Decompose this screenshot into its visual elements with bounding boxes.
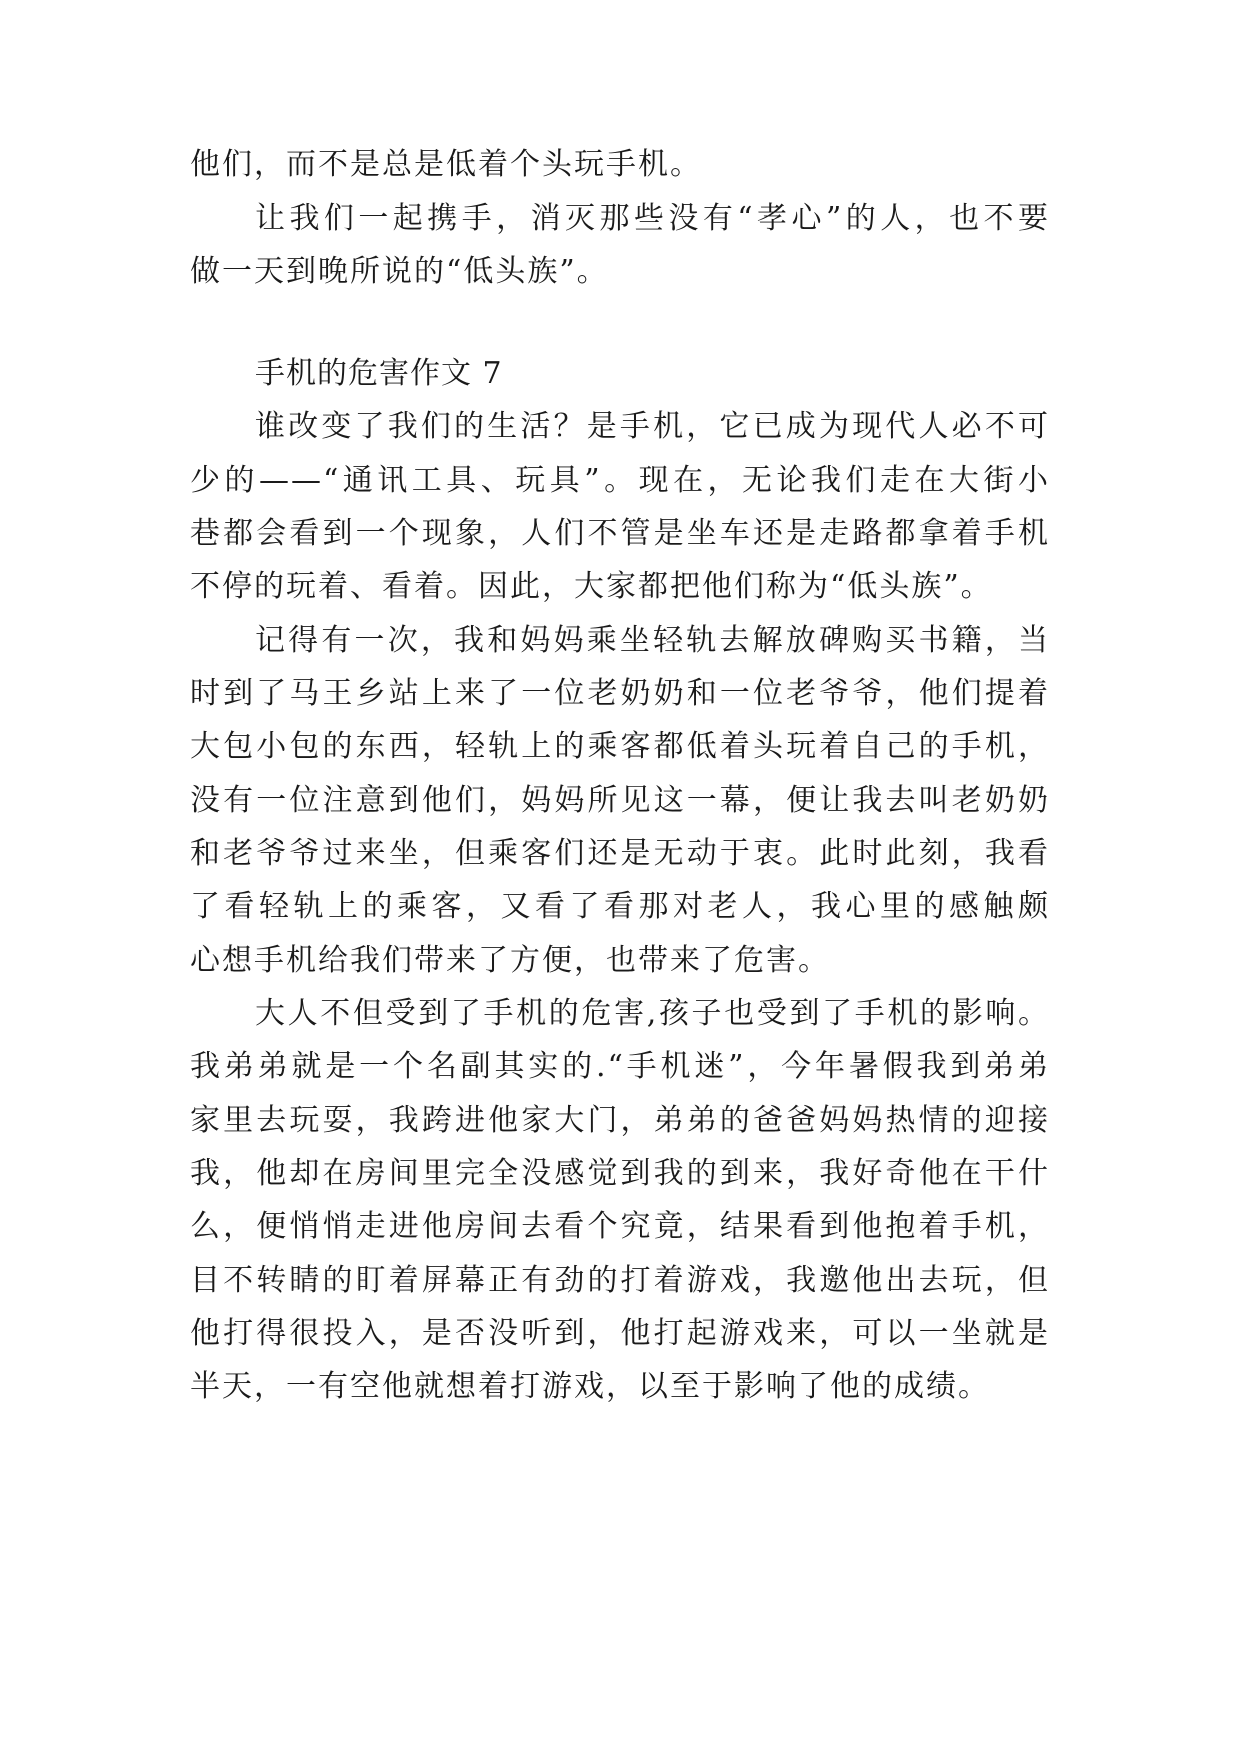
text-line: 少的——“通讯工具、玩具”。现在，无论我们走在大街小 <box>190 463 1050 498</box>
text-line: 目不转睛的盯着屏幕正有劲的打着游戏，我邀他出去玩，但 <box>190 1263 1050 1298</box>
text-line: 了看轻轨上的乘客，又看了看那对老人，我心里的感触颇 <box>190 889 1050 924</box>
text-line: 他打得很投入，是否没听到，他打起游戏来，可以一坐就是 <box>190 1316 1050 1351</box>
text-line: 做一天到晚所说的“低头族”。 <box>190 254 609 289</box>
text-line: 我，他却在房间里完全没感觉到我的到来，我好奇他在干什 <box>190 1156 1050 1191</box>
paragraph-first-line: 记得有一次，我和妈妈乘坐轻轨去解放碑购买书籍，当 <box>255 623 1050 658</box>
section-heading: 手机的危害作文 7 <box>255 356 503 391</box>
text-line: 大包小包的东西，轻轨上的乘客都低着头玩着自己的手机， <box>190 729 1050 764</box>
text-line: 么，便悄悄走进他房间去看个究竟，结果看到他抱着手机， <box>190 1209 1050 1244</box>
text-line: 半天，一有空他就想着打游戏，以至于影响了他的成绩。 <box>190 1369 990 1404</box>
paragraph-first-line: 谁改变了我们的生活？是手机，它已成为现代人必不可 <box>255 409 1050 444</box>
text-line: 时到了马王乡站上来了一位老奶奶和一位老爷爷，他们提着 <box>190 676 1050 711</box>
paragraph-first-line: 大人不但受到了手机的危害,孩子也受到了手机的影响。 <box>255 996 1050 1031</box>
text-line: 家里去玩耍，我跨进他家大门，弟弟的爸爸妈妈热情的迎接 <box>190 1103 1050 1138</box>
text-line: 他们，而不是总是低着个头玩手机。 <box>190 147 702 182</box>
text-line: 不停的玩着、看着。因此，大家都把他们称为“低头族”。 <box>190 569 993 604</box>
text-line: 没有一位注意到他们，妈妈所见这一幕，便让我去叫老奶奶 <box>190 783 1050 818</box>
paragraph-first-line: 让我们一起携手，消灭那些没有“孝心”的人，也不要 <box>255 201 1050 236</box>
text-line: 心想手机给我们带来了方便，也带来了危害。 <box>190 943 830 978</box>
text-line: 我弟弟就是一个名副其实的.“手机迷”，今年暑假我到弟弟 <box>190 1049 1050 1084</box>
text-line: 巷都会看到一个现象，人们不管是坐车还是走路都拿着手机 <box>190 516 1050 551</box>
text-line: 和老爷爷过来坐，但乘客们还是无动于衷。此时此刻，我看 <box>190 836 1050 871</box>
